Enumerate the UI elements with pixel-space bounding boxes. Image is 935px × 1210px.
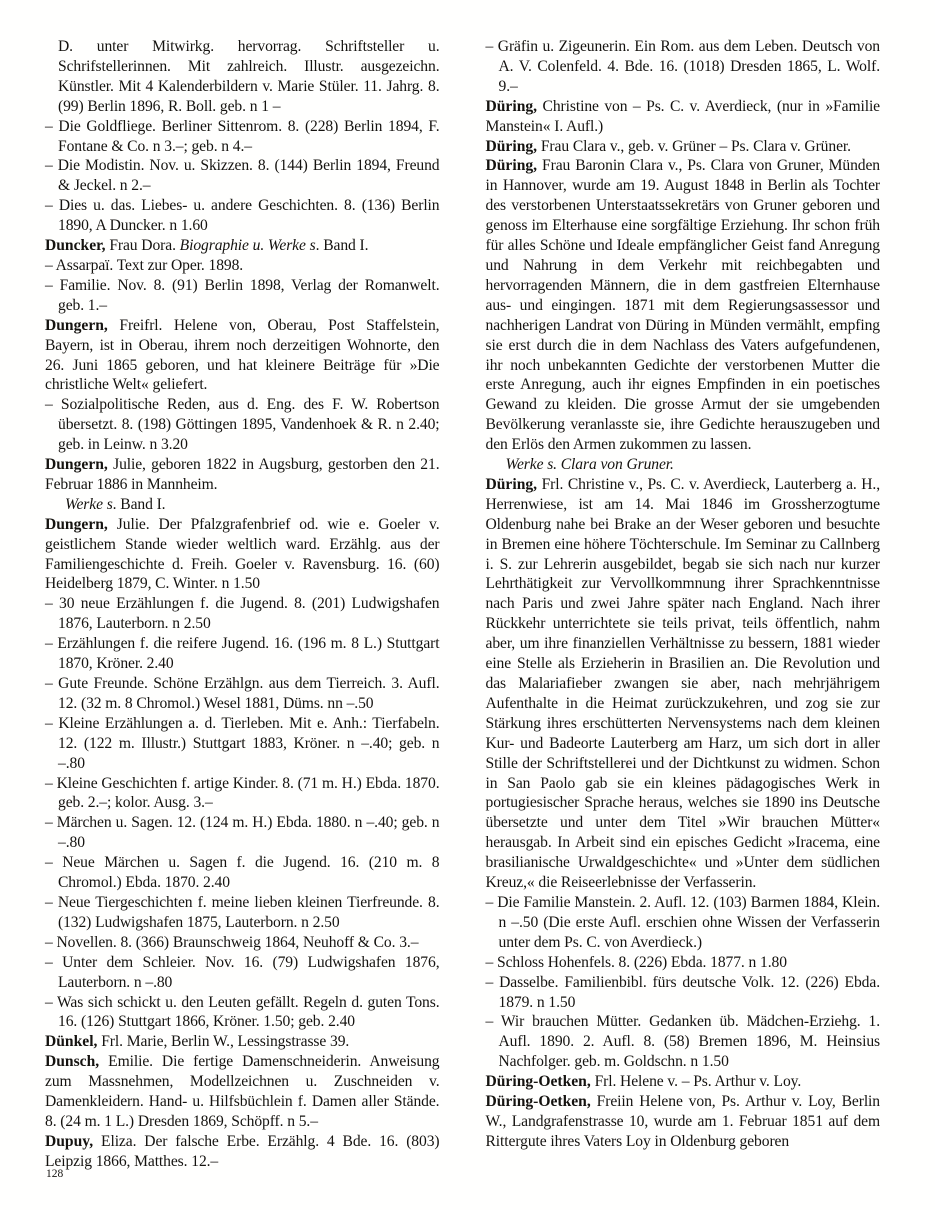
entry-headword: Dungern, (45, 316, 108, 334)
left-column (45, 37, 440, 1172)
entry-headword: Dupuy, (45, 1132, 94, 1150)
entry-werke-band-1 (45, 495, 440, 515)
entry-italic-text: Werke s. Clara von Gruner. (505, 456, 674, 474)
entry-text: – Sozialpolitische Reden, aus d. Eng. des F. W. Robertson übersetzt. 8. (198) Göttingen 1895, Vandenhoek & R. n 2.40; geb. in Leinw. n 3.20 (45, 396, 440, 454)
text-columns (45, 37, 880, 1172)
entry-text: Frl. Marie, Berlin W., Lessingstrasse 39. (97, 1033, 350, 1051)
entry-text: – 30 neue Erzählungen f. die Jugend. 8. (201) Ludwigshafen 1876, Lauterborn. n 2.50 (45, 595, 440, 633)
entry-headword: Dungern, (45, 456, 108, 474)
entry-dunsch-emilie (45, 1052, 440, 1132)
entry-text: – Was sich schickt u. den Leuten gefällt. Regeln d. guten Tons. 16. (126) Stuttgart 1866, Kröner. 1.50; geb. 2.40 (45, 993, 440, 1031)
entry-text: Frau Clara v., geb. v. Grüner – Ps. Clara v. Grüner. (537, 137, 851, 155)
entry-text: Frau Baronin Clara v., Ps. Clara von Gruner, Münden in Hannover, wurde am 19. August 1848 in Berlin als Tochter des verstorbenen Unterstaatssekretärs von Gruner geboren und genoss im Elterhause eine sorgfältige Erziehung. Ihr schon früh für alles Schöne und Ideale empfänglicher Geist fand Anregung und Nahrung in dem Verkehr mit reichbegabten und hervorragenden Männern, die in dem gastfreien Elternhause aus- und eingingen. 1871 mit dem Regierungsassessor und nachherigen Landrat von Düring in Münden vermählt, empfing sie erst durch die in dem Nachlass des Vaters aufgefundenen, ihr noch unbekannten Gedichte der verstorbenen Mutter die erste Anregung, auch ihr eignes Empfinden in ein poetisches Gewand zu kleiden. Die grosse Armut der sie umgebenden Bevölkerung veranlasste sie, ihre Gedichte herauszugeben und den Erlös den Armen zukommen zu lassen. (485, 157, 880, 454)
entry-text: – Die Familie Manstein. 2. Aufl. 12. (103) Barmen 1884, Klein. n –.50 (Die erste Aufl. erschien ohne Wissen der Verfasserin unter dem Ps. C. von Averdieck.) (485, 893, 880, 951)
entry-text: – Kleine Erzählungen a. d. Tierleben. Mit e. Anh.: Tierfabeln. 12. (122 m. Illustr.) Stuttgart 1883, Kröner. n –.40; geb. n –.80 (45, 714, 440, 772)
entry-text: Julie. Der Pfalzgrafenbrief od. wie e. Goeler v. geistlichem Stande wieder weltlich ward. Erzählg. aus der Familiengeschichte d. Freih. Goeler v. Ravensburg. 16. (60) Heidelberg 1879, C. Winter. n 1.50 (45, 515, 440, 593)
entry-headword: Dungern, (45, 515, 108, 533)
entry-unter-dem-schleier (45, 953, 440, 993)
entry-sozialpolitische-reden (45, 395, 440, 455)
entry-dupuy-eliza (45, 1132, 440, 1172)
entry-text: . Band I. (315, 237, 369, 255)
entry-novellen (45, 933, 440, 953)
entry-graefin-u-zigeunerin (486, 37, 881, 97)
entry-duenkel-marie (45, 1032, 440, 1052)
entry-duering-clara-ps (486, 137, 881, 157)
entry-text: – Wir brauchen Mütter. Gedanken üb. Mädchen-Erziehg. 1. Aufl. 1890. 2. Aufl. 8. (58) Bremen 1896, M. Heinsius Nachfolger. geb. m. Goldschn. n 1.50 (485, 1013, 880, 1071)
entry-continuation-kalender (45, 37, 440, 117)
entry-text: Frl. Christine v., Ps. C. v. Averdieck, Lauterberg a. H., Herrenwiese, ist am 14. Mai 1846 im Grossherzogtume Oldenburg nahe bei Brake an der Weser geboren und besuchte in Bremen eine höhere Töchterschule. Im Seminar zu Callnberg i. S. zur Lehrerin ausgebildet, begab sie sich nach nur kurzer Lehrthätigkeit zur Vervollkommnung ihrer Sprachkenntnisse nach Paris und zwei Jahre später nach England. Nach ihrer Rückkehr unterrichtete sie teils privat, teils öffentlich, nahm aber, um ihre finanziellen Verhältnisse zu bessern, 1881 wieder eine Stelle als Erzieherin in Brasilien an. Die Revolution und das Malariafieber zwangen sie aber, nach mehrjährigem Aufenthalte in die Heimat zurückzukehren, und zog sie zur Stärkung ihres erschütterten Nervensystems nach dem kleinen Kur- und Badeorte Lauterberg am Harz, um sich dort in aller Stille der Schriftstellerei und der Dichtkunst zu widmen. Schon in San Paolo gab sie ein kleines pädagogisches Werk in portugiesischer Sprache heraus, welches sie 1890 ins Deutsche übersetzte und unter dem Titel »Wir brauchen Mütter« herausgab. In Arbeit sind ein episches Gedicht »Iracema, eine brasilianische Urwaldgeschichte« und »Unter dem südlichen Kreuz,« die Reiseerlebnisse der Verfasserin. (485, 475, 880, 892)
entry-duncker-dora (45, 236, 440, 256)
entry-text: Julie, geboren 1822 in Augsburg, gestorben den 21. Februar 1886 in Mannheim. (45, 456, 440, 493)
entry-text: Eliza. Der falsche Erbe. Erzählg. 4 Bde. 16. (803) Leipzig 1866, Matthes. 12.– (45, 1132, 440, 1170)
entry-kleine-geschichten (45, 774, 440, 814)
entry-text: Freiin Helene von, Ps. Arthur v. Loy, Berlin W., Landgrafenstrasse 10, wurde am 1. Februar 1851 auf dem Rittergute ihres Vaters Loy in Oldenburg geboren (485, 1093, 880, 1150)
entry-erzaehlungen-reifere-jugend (45, 634, 440, 674)
entry-text: – Novellen. 8. (366) Braunschweig 1864, Neuhoff & Co. 3.– (45, 933, 419, 951)
entry-duering-christine-bio (486, 475, 881, 893)
entry-headword: Düring, (485, 157, 538, 175)
entry-text: – Gute Freunde. Schöne Erzählgn. aus dem Tierreich. 3. Aufl. 12. (32 m. 8 Chromol.) Wesel 1881, Düms. nn –.50 (45, 675, 440, 712)
entry-text: – Familie. Nov. 8. (91) Berlin 1898, Verlag der Romanwelt. geb. 1.– (45, 276, 440, 314)
entry-text: – Neue Märchen u. Sagen f. die Jugend. 16. (210 m. 8 Chromol.) Ebda. 1870. 2.40 (45, 854, 440, 892)
entry-dasselbe-familienbibl (486, 973, 881, 1013)
entry-duering-oetken-bio (486, 1092, 881, 1152)
entry-neue-tiergeschichten (45, 893, 440, 933)
entry-duering-oetken-ps (486, 1072, 881, 1092)
entry-text: – Gräfin u. Zigeunerin. Ein Rom. aus dem Leben. Deutsch von A. V. Colenfeld. 4. Bde. 16. (1018) Dresden 1865, L. Wolf. 9.– (485, 38, 880, 95)
entry-familie-manstein (486, 893, 881, 953)
entry-headword: Dunsch, (45, 1053, 100, 1071)
entry-text: Frau Dora. (105, 237, 180, 255)
entry-schloss-hohenfels (486, 953, 881, 973)
entry-neue-maerchen (45, 853, 440, 893)
entry-familie (45, 276, 440, 316)
entry-headword: Dünkel, (45, 1033, 98, 1051)
entry-headword: Düring-Oetken, (485, 1073, 591, 1091)
entry-text: Christine von – Ps. C. v. Averdieck, (nur in »Familie Manstein« I. Aufl.) (485, 97, 880, 135)
entry-was-sich-schickt (45, 993, 440, 1033)
entry-duering-baronin-clara (486, 156, 881, 455)
entry-text: Freifrl. Helene von, Oberau, Post Staffelstein, Bayern, ist in Oberau, ihrem noch derzeitigen Wohnorte, den 26. Juni 1865 geboren, und hat kleinere Beiträge für »Die christliche Welt« geliefert. (45, 316, 440, 394)
entry-wir-brauchen-muetter (486, 1012, 881, 1072)
entry-werke-clara-von-gruner (486, 455, 881, 475)
entry-headword: Duncker, (45, 237, 106, 255)
entry-text: D. unter Mitwirkg. hervorrag. Schriftsteller u. Schrifstellerinnen. Mit zahlreich. Illustr. ausgezeichn. Künstler. Mit 4 Kalenderbildern v. Marie Stüler. 11. Jahrg. 8. (99) Berlin 1896, R. Boll. geb. n 1 – (58, 38, 440, 115)
entry-text: – Die Modistin. Nov. u. Skizzen. 8. (144) Berlin 1894, Freund & Jeckel. n 2.– (45, 157, 440, 195)
entry-text: – Erzählungen f. die reifere Jugend. 16. (196 m. 8 L.) Stuttgart 1870, Kröner. 2.40 (45, 635, 440, 673)
entry-gute-freunde (45, 674, 440, 714)
entry-duering-christine-ps (486, 97, 881, 137)
entry-text: – Unter dem Schleier. Nov. 16. (79) Ludwigshafen 1876, Lauterborn. n –.80 (45, 953, 440, 991)
entry-headword: Düring, (485, 97, 538, 115)
entry-headword: Düring-Oetken, (485, 1093, 591, 1111)
entry-text: – Die Goldfliege. Berliner Sittenrom. 8. (228) Berlin 1894, F. Fontane & Co. n 3.–; geb. n 4.– (45, 117, 440, 155)
entry-text: – Schloss Hohenfels. 8. (226) Ebda. 1877. n 1.80 (485, 953, 787, 971)
entry-text: – Neue Tiergeschichten f. meine lieben kleinen Tierfreunde. 8. (132) Ludwigshafen 1875, Lauterborn. n 2.50 (45, 893, 440, 931)
entry-text: – Assarpaï. Text zur Oper. 1898. (45, 256, 244, 274)
right-column (486, 37, 881, 1172)
entry-die-goldfliege (45, 117, 440, 157)
entry-text: – Märchen u. Sagen. 12. (124 m. H.) Ebda. 1880. n –.40; geb. n –.80 (45, 814, 440, 852)
entry-dies-u-das (45, 196, 440, 236)
entry-text: Frl. Helene v. – Ps. Arthur v. Loy. (590, 1073, 802, 1091)
entry-text: Emilie. Die fertige Damenschneiderin. Anweisung zum Massnehmen, Modellzeichnen u. Zuschneiden v. Damenkleidern. Hand- u. Hilfsbüchlein f. Damen aller Stände. 8. (24 m. 1 L.) Dresden 1869, Schöpff. n 5.– (45, 1053, 440, 1130)
page-number: 128 (46, 1168, 64, 1180)
entry-assarpai (45, 256, 440, 276)
entry-30-neue-erzaehlungen (45, 594, 440, 634)
entry-italic-text: Biographie u. Werke s (179, 237, 316, 255)
entry-die-modistin (45, 156, 440, 196)
entry-headword: Düring, (485, 137, 538, 155)
entry-text: – Dies u. das. Liebes- u. andere Geschichten. 8. (136) Berlin 1890, A Duncker. n 1.60 (45, 197, 440, 235)
entry-kleine-erzaehlungen (45, 714, 440, 774)
entry-dungern-julie (45, 455, 440, 495)
entry-text: . Band I. (112, 495, 166, 513)
entry-dungern-julie-pfalzgrafenbrief (45, 515, 440, 595)
entry-italic-text: Werke s (65, 495, 113, 513)
entry-text: – Kleine Geschichten f. artige Kinder. 8. (71 m. H.) Ebda. 1870. geb. 2.–; kolor. Ausg. 3.– (45, 774, 440, 812)
entry-headword: Düring, (485, 475, 538, 493)
entry-maerchen-u-sagen (45, 813, 440, 853)
entry-dungern-helene (45, 316, 440, 396)
entry-text: – Dasselbe. Familienbibl. fürs deutsche Volk. 12. (226) Ebda. 1879. n 1.50 (485, 973, 880, 1011)
